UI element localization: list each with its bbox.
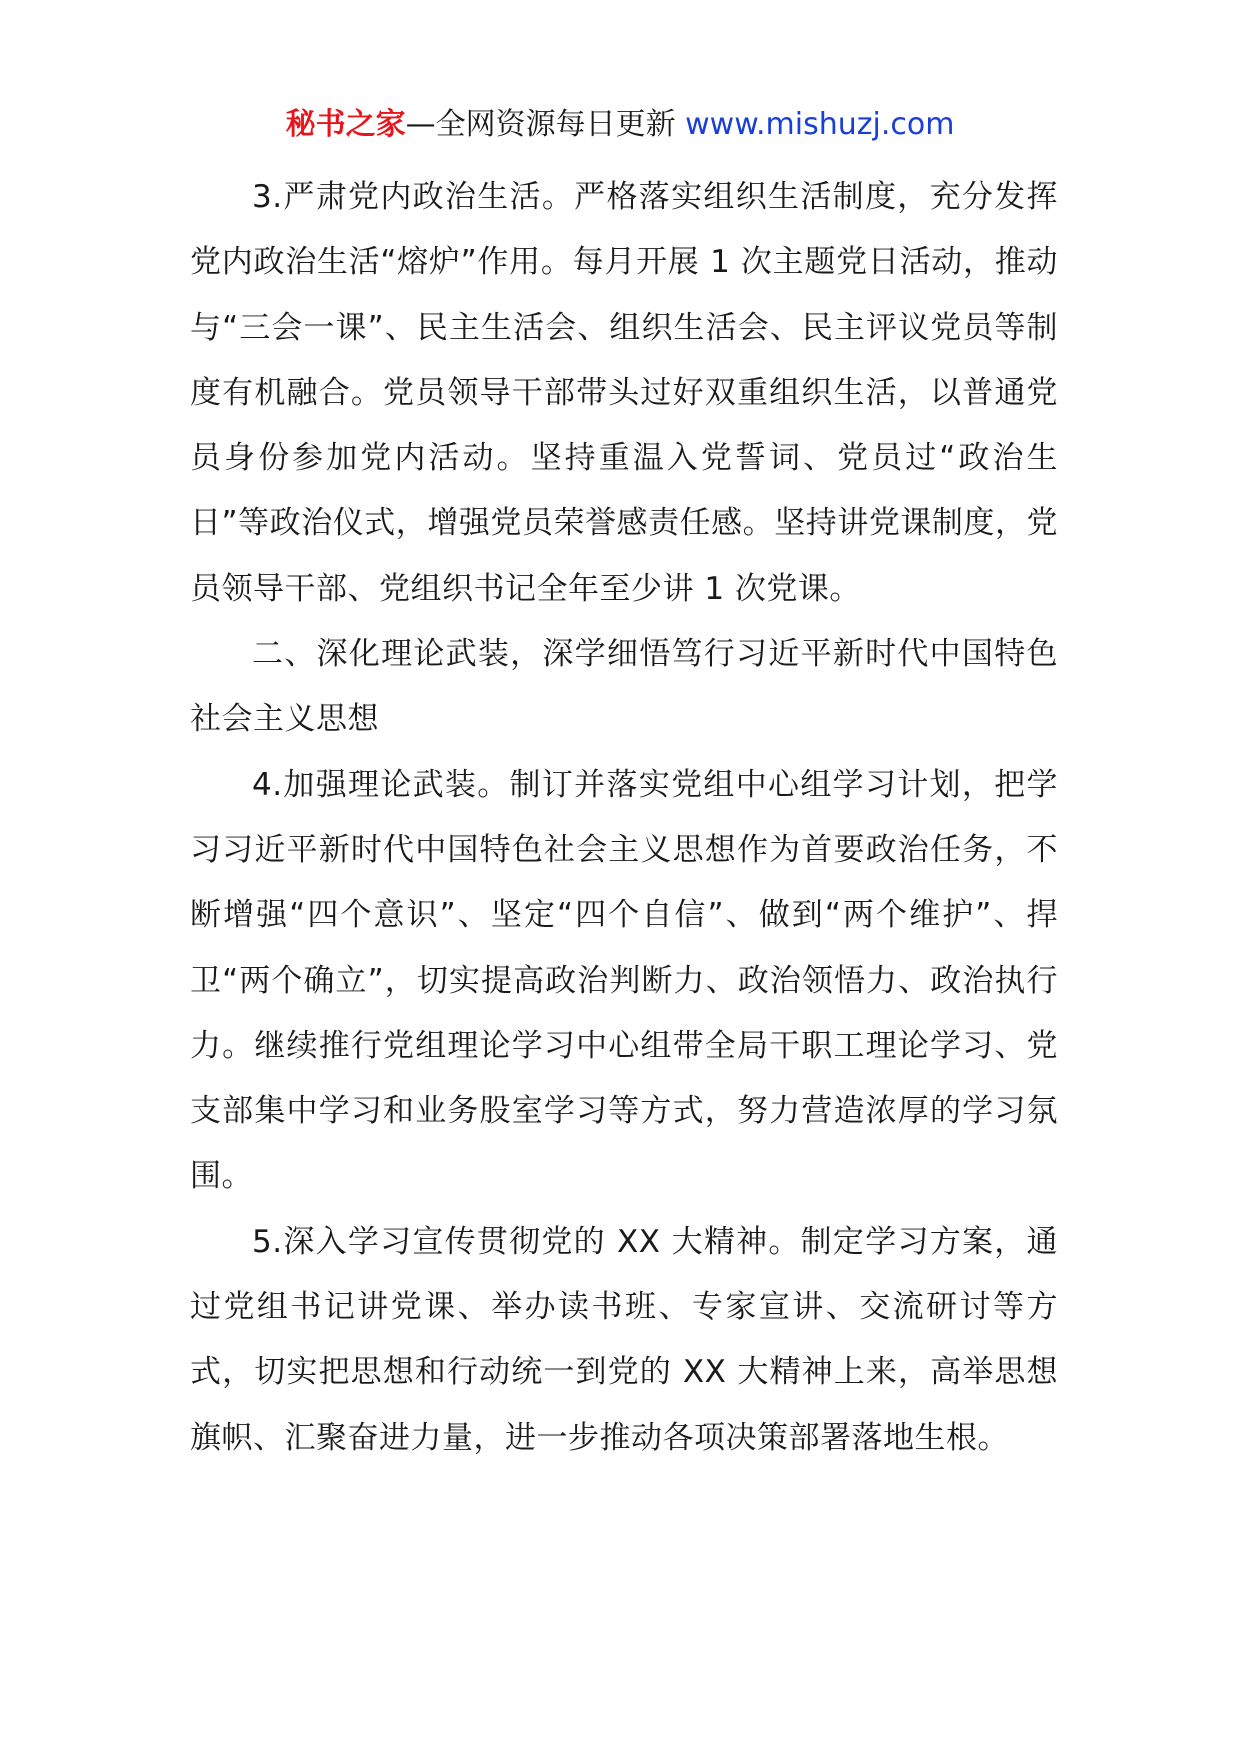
paragraph-3-political-life: 3.严肃党内政治生活。严格落实组织生活制度，充分发挥党内政治生活“熔炉”作用。每月开展 1 次主题党日活动，推动与“三会一课”、民主生活会、组织生活会、民主评议党员等制度有机融合。党员领导干部带头过好双重组织生活，以普通党员身份参加党内活动。坚持重温入党誓词、党员过“政治生日”等政治仪式，增强党员荣誉感责任感。坚持讲党课制度，党员领导干部、党组织书记全年至少讲 1 次党课。 — [190, 179, 1058, 607]
page-header — [0, 103, 1240, 147]
section-heading-2-theory: 二、深化理论武装，深学细悟笃行习近平新时代中国特色社会主义思想 — [190, 636, 1058, 738]
paragraph-5-congress-spirit: 5.深入学习宣传贯彻党的 XX 大精神。制定学习方案，通过党组书记讲党课、举办读书班、专家宣讲、交流研讨等方式，切实把思想和行动统一到党的 XX 大精神上来，高举思想旗帜、汇聚奋进力量，进一步推动各项决策部署落地生根。 — [190, 1223, 1058, 1456]
brand-name: 秘书之家 — [285, 107, 406, 142]
document-body — [190, 165, 1058, 1471]
paragraph-4-theory-study: 4.加强理论武装。制订并落实党组中心组学习计划，把学习习近平新时代中国特色社会主义思想作为首要政治任务，不断增强“四个意识”、坚定“四个自信”、做到“两个维护”、捍卫“两个确立”，切实提高政治判断力、政治领悟力、政治执行力。继续推行党组理论学习中心组带全局干职工理论学习、党支部集中学习和业务股室学习等方式，努力营造浓厚的学习氛围。 — [190, 766, 1058, 1195]
header-tagline: —全网资源每日更新 — [405, 107, 676, 142]
header-url: www.mishuzj.com — [685, 107, 955, 142]
